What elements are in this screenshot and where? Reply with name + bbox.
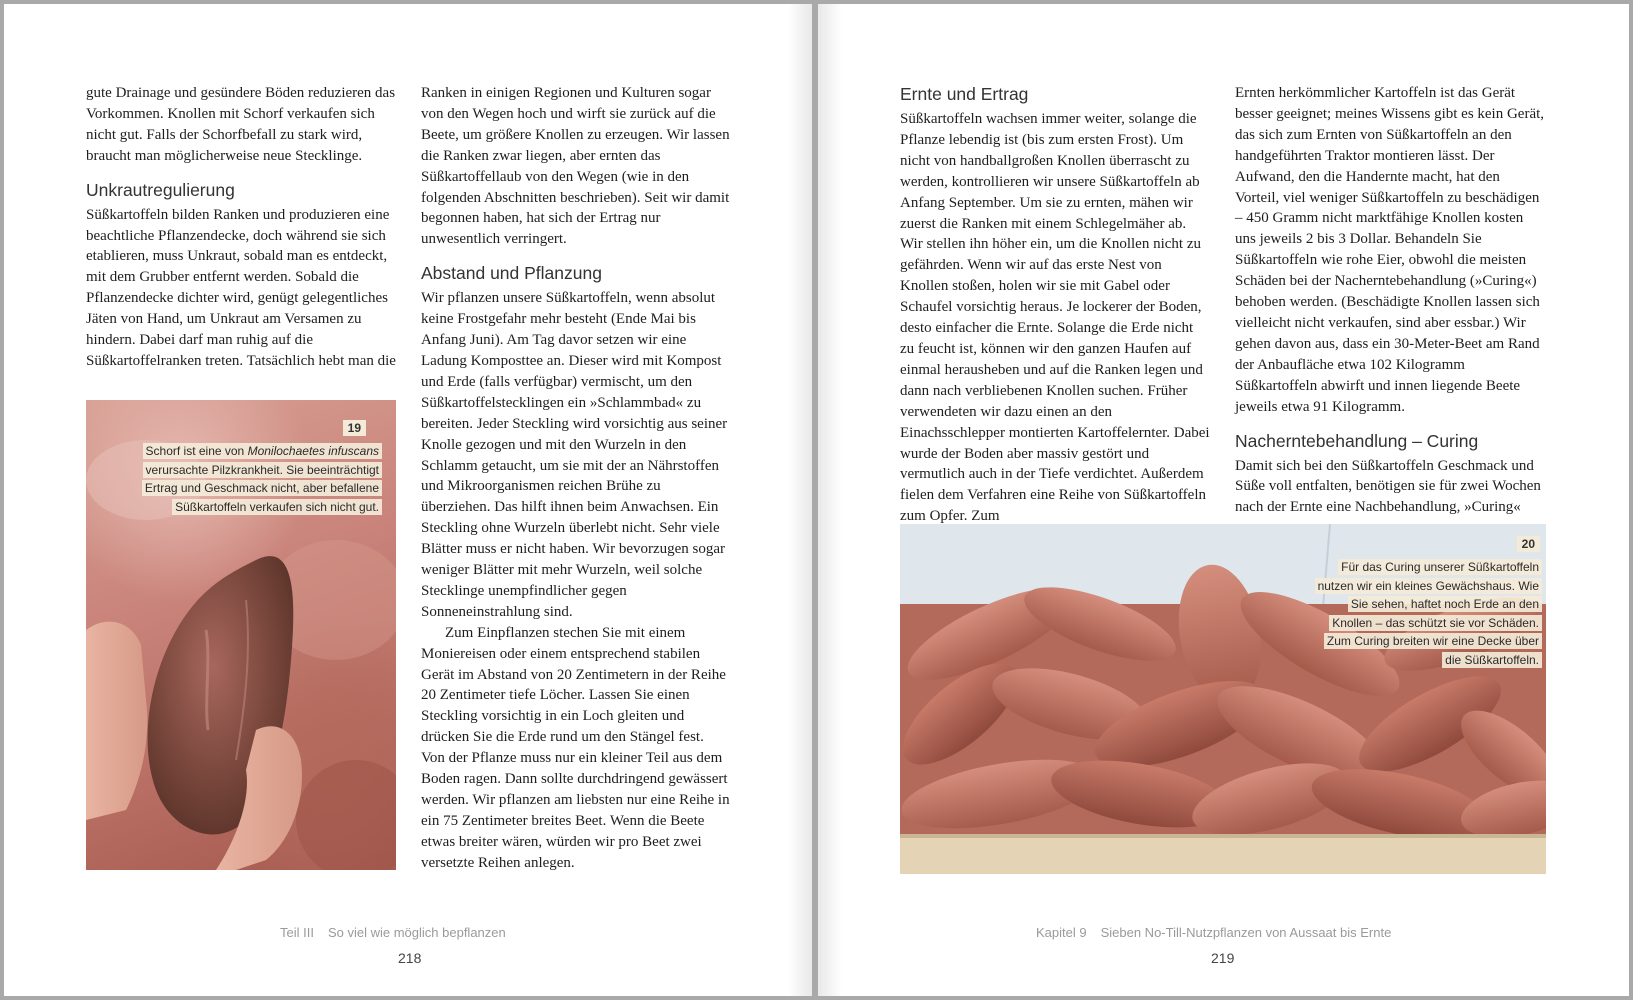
left-column-2	[421, 83, 731, 874]
paragraph-curing: Damit sich bei den Süßkartoffeln Geschmack und Süße voll entfalten, benötigen sie für zwei Wochen nach der Ernte eine Nachbehandlung, »Curing«	[1235, 457, 1541, 516]
heading-harvest-yield: Ernte und Ertrag	[900, 84, 1029, 104]
footer-chapter-title: Sieben No-Till-Nutzpflanzen von Aussaat bis Ernte	[1100, 925, 1392, 940]
page-number-left: 218	[398, 950, 422, 966]
heading-weed-control: Unkrautregulierung	[86, 179, 235, 200]
right-column-2	[1235, 83, 1545, 518]
figure-19-number: 19	[343, 420, 366, 436]
gutter-shadow	[818, 4, 842, 996]
caption-19-species: Monilochaetes infuscans	[247, 444, 379, 458]
caption-20-text: Für das Curing unserer Süßkartoffeln nutzen wir ein kleines Gewächshaus. Wie Sie sehen, haftet noch Erde an den Knollen – das schützt sie vor Schäden. Zum Curing breiten wir eine Decke über die Süßkartoffeln.	[1315, 559, 1542, 668]
footer-chapter: Kapitel 9	[1036, 925, 1087, 940]
figure-19-photo	[86, 400, 396, 870]
left-page	[4, 4, 812, 996]
heading-spacing-planting: Abstand und Pflanzung	[421, 263, 602, 284]
left-column-1	[86, 83, 396, 372]
paragraph-harvest-continuation: Ernten herkömmlicher Kartoffeln ist das Gerät besser geeignet; meines Wissens gibt es kein Gerät, das sich zum Ernten von Süßkartoffeln an den handgeführten Traktor montieren lässt. Der Aufwand, den die Handernte macht, hat den Vorteil, viel weniger Süßkartoffeln zu beschädigen – 450 Gramm nicht marktfähige Knollen kosten uns jeweils 2 bis 3 Dollar. Behandeln Sie Süßkartoffeln wie rohe Eier, obwohl die meisten Schäden bei der Nacherntebehandlung (»Curing«) behoben werden. (Beschädigte Knollen lassen sich vielleicht nicht verkaufen, sind aber essbar.) Wir gehen davon aus, dass ein 30-Meter-Beet am Rand der Anbaufläche etwa 102 Kilogramm Süßkartoffeln abwirft und innen liegende Beete jeweils etwa 91 Kilogramm.	[1235, 85, 1545, 415]
running-footer-right	[1036, 925, 1391, 940]
gutter-shadow	[788, 4, 812, 996]
figure-20-number: 20	[1517, 536, 1540, 552]
caption-19-text-2: verursachte Pilzkrankheit. Sie beeinträchtigt Ertrag und Geschmack nicht, aber befallene Süßkartoffeln verkaufen sich nicht gut.	[144, 462, 379, 514]
heading-curing: Nacherntebehandlung – Curing	[1235, 430, 1479, 451]
page-number-right: 219	[1211, 950, 1235, 966]
paragraph-intro: gute Drainage und gesündere Böden reduzieren das Vorkommen. Knollen mit Schorf verkaufen sich nicht gut. Falls der Schorfbefall zu stark wird, braucht man möglicherweise neue Stecklinge.	[86, 85, 396, 164]
footer-part: Teil III	[280, 925, 314, 940]
right-column-1	[900, 83, 1210, 527]
right-page	[818, 4, 1629, 996]
paragraph-spacing-2: Zum Einpflanzen stechen Sie mit einem Moniereisen oder einem entsprechend stabilen Gerät im Abstand von 20 Zentimetern in der Reihe 20 Zentimeter tiefe Löcher. Lassen Sie einen Steckling vorsichtig in ein Loch gleiten und drücken Sie die Erde rund um den Stängel fest. Von der Pflanze muss nur ein kleiner Teil aus dem Boden ragen. Dann sollte durchdringend gewässert werden. Wir pflanzen am liebsten nur eine Reihe in ein 75 Zentimeter breites Beet. Wenn die Beete etwas breiter wären, würden wir pro Beet zwei versetzte Reihen anlegen.	[421, 624, 730, 871]
footer-part-title: So viel wie möglich bepflanzen	[327, 925, 506, 940]
paragraph-weed-control: Süßkartoffeln bilden Ranken und produzieren eine beachtliche Pflanzendecke, doch während sie sich etablieren, muss Unkraut, sobald man es entdeckt, mit dem Grubber entfernt werden. Sobald die Pflanzendecke dichter wird, genügt gelegentliches Jäten von Hand, um Unkraut am Versamen zu hindern. Dabei darf man ruhig auf die Süßkartoffelranken treten. Tatsächlich hebt man die	[86, 206, 396, 369]
paragraph-harvest: Süßkartoffeln wachsen immer weiter, solange die Pflanze lebendig ist (bis zum ersten Frost). Um nicht von handballgroßen Knollen überrascht zu werden, kontrollieren wir unsere Süßkartoffeln ab Anfang September. Um sie zu ernten, mähen wir zuerst die Ranken mit einem Schlegelmäher ab. Wir stellen ihn höher ein, um die Knollen nicht zu gefährden. Wenn wir auf das erste Nest von Knollen stoßen, holen wir sie mit Gabel oder Schaufel vorsichtig heraus. Je lockerer der Boden, desto einfacher die Ernte. Solange die Erde nicht zu feucht ist, können wir den ganzen Haufen auf einmal herausheben und auf die Ranken legen und dann nach verbliebenen Knollen suchen. Früher verwendeten wir dazu einen an den Einachsschlepper montierten Kartoffelernter. Dabei wurde der Boden aber massiv gestört und vermutlich auch in der Tiefe verdichtet. Außerdem fielen dem Verfahren eine Reihe von Süßkartoffeln zum Opfer. Zum	[900, 111, 1210, 525]
figure-20-caption	[1312, 558, 1542, 669]
running-footer-left	[280, 925, 506, 940]
paragraph-spacing-1: Wir pflanzen unsere Süßkartoffeln, wenn absolut keine Frostgefahr mehr besteht (Ende Mai bis Anfang Juni). Am Tag davor setzen wir eine Ladung Komposttee an. Dieser wird mit Kompost und Erde (falls verfügbar) vermischt, um den Süßkartoffelstecklingen ein »Schlammbad« zu bereiten. Jeder Steckling wird vorsichtig aus seiner Knolle gezogen und mit den Wurzeln in den Schlamm getaucht, um sie mit der an Nährstoffen und Mikroorganismen reichen Brühe zu überziehen. Das hilft ihnen beim Anwachsen. Ein Steckling ohne Wurzeln überlebt nicht. Sehr viele Blätter muss er nicht haben. Wir bevorzugen sogar weniger Blätter mit mehr Wurzeln, weil solche Stecklinge unempfindlicher gegen Sonneneinstrahlung sind.	[421, 290, 728, 620]
paragraph-continuation: Ranken in einigen Regionen und Kulturen sogar von den Wegen hoch und wirft sie zurück auf die Beete, um größere Knollen zu erzeugen. Wir lassen die Ranken zwar liegen, aber ernten das Süßkartoffellaub von den Wegen (wie in den folgenden Abschnitten beschrieben). Seit wir damit begonnen haben, hat sich der Ertrag nur unwesentlich verringert.	[421, 85, 730, 248]
caption-19-text-1: Schorf ist eine von	[145, 444, 248, 458]
figure-20-photo	[900, 524, 1546, 874]
figure-19-caption	[112, 442, 382, 516]
